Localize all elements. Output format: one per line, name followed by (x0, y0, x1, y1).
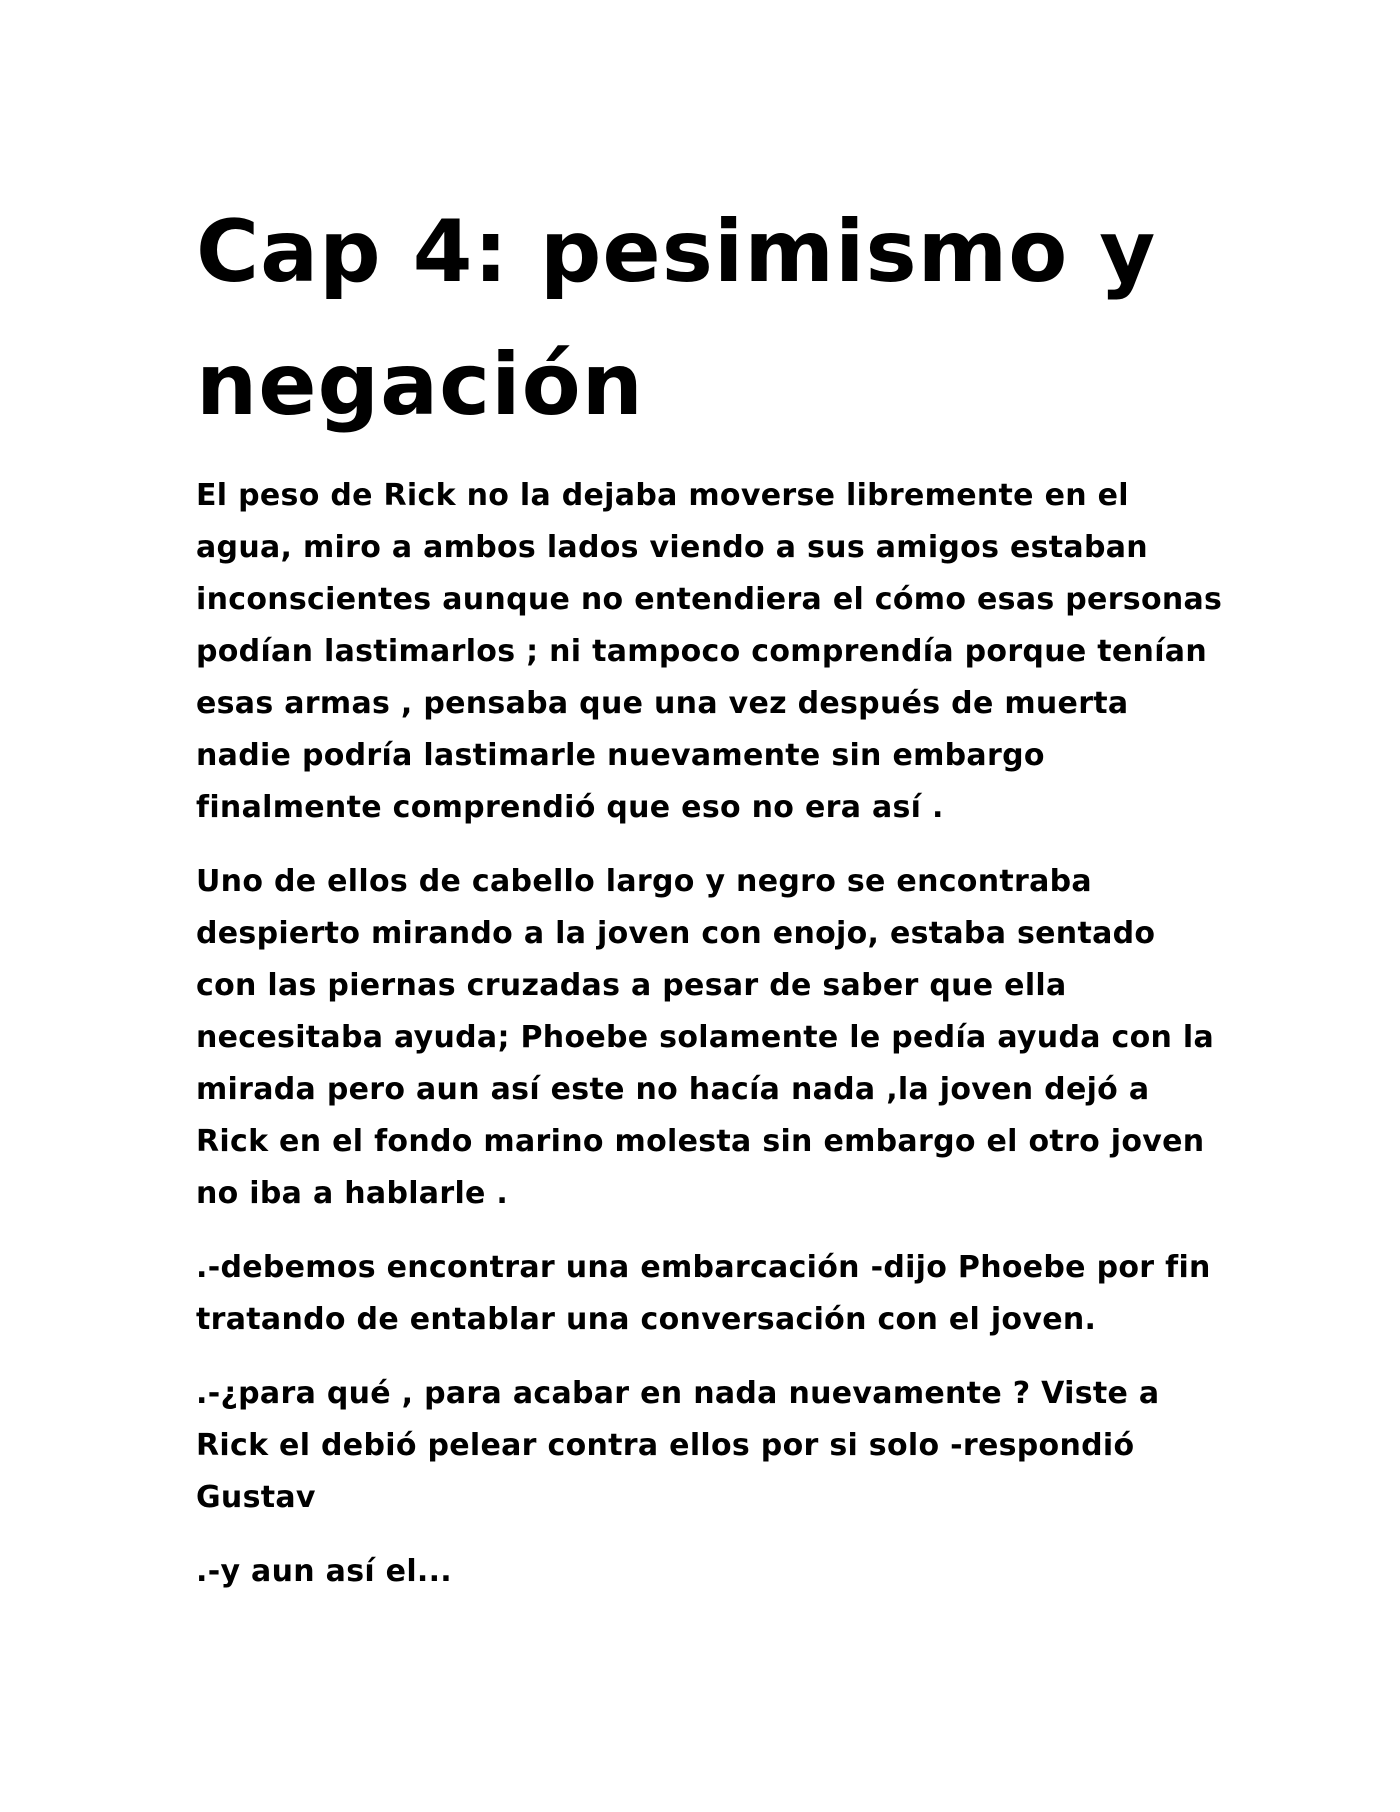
dialogue-line-3: .-y aun así el... (196, 1554, 452, 1589)
dialogue-line-1: .-debemos encontrar una embarcación -dijo Phoebe por fin tratando de entablar una conversación con el joven. (196, 1250, 1211, 1337)
paragraph-spacer (196, 1220, 1226, 1242)
paragraph-2: Uno de ellos de cabello largo y negro se encontraba despierto mirando a la joven con enojo, estaba sentado con las piernas cruzadas a pesar de saber que ella necesitaba ayuda; Phoebe solamente le pedía ayuda con la mirada pero aun así este no hacía nada ,la joven dejó a Rick en el fondo marino molesta sin embargo el otro joven no iba a hablarle . (196, 864, 1215, 1211)
paragraph-spacer (196, 1524, 1226, 1546)
dialogue-line-2: .-¿para qué , para acabar en nada nuevamente ? Viste a Rick el debió pelear contra ellos por si solo -respondió Gustav (196, 1376, 1160, 1515)
paragraph-spacer (196, 834, 1226, 856)
paragraph-spacer (196, 1346, 1226, 1368)
title-spacer (196, 452, 1226, 470)
document-body (196, 186, 1226, 1598)
paragraph-1: El peso de Rick no la dejaba moverse libremente en el agua, miro a ambos lados viendo a sus amigos estaban inconscientes aunque no entendiera el cómo esas personas podían lastimarlos ; ni tampoco comprendía porque tenían esas armas , pensaba que una vez después de muerta nadie podría lastimarle nuevamente sin embargo finalmente comprendió que eso no era así . (196, 478, 1223, 825)
chapter-title: Cap 4: pesimismo y negación (196, 202, 1157, 435)
